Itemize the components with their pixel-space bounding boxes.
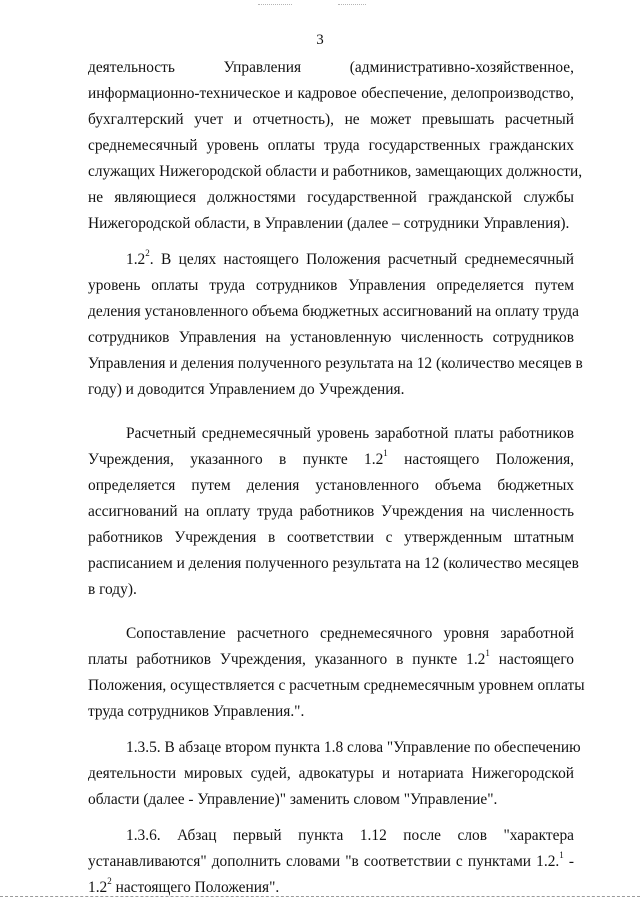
- text-line: [88, 247, 574, 273]
- text-line: в году).: [88, 581, 137, 598]
- text-line: году) и доводится Управлением до Учреждения.: [88, 381, 405, 398]
- text-line: труда сотрудников Управления.".: [88, 703, 305, 720]
- text-line: не являющиеся должностями государственной гражданской службы: [88, 189, 574, 206]
- text-line: информационно-техническое и кадровое обеспечение, делопроизводство,: [88, 85, 574, 102]
- text-line: области (далее - Управление)" заменить словом "Управление".: [88, 791, 498, 808]
- superscript: 2: [107, 875, 112, 886]
- text-fragment: 1.2: [88, 879, 108, 896]
- superscript: 1: [485, 647, 490, 658]
- text-fragment: устанавливаются" дополнить словами "в соответствии с пунктами 1.2.: [88, 853, 560, 870]
- superscript: 1: [559, 849, 564, 860]
- text-line: 1.3.6. Абзац первый пункта 1.12 после слов "характера: [126, 827, 574, 844]
- paragraph-1-3-5: [88, 735, 581, 813]
- text-line: уровень оплаты труда сотрудников Управления определяется путем: [88, 277, 574, 294]
- paragraph-comparison: [88, 621, 585, 725]
- text-line: деятельности мировых судей, адвокатуры и нотариата Нижегородской: [88, 765, 574, 782]
- paragraph-institution-wage: [88, 421, 579, 603]
- text-fragment: -: [563, 853, 574, 870]
- text-line: Расчетный среднемесячный уровень заработной платы работников: [126, 425, 574, 442]
- paragraph-1-2-2: [88, 247, 583, 403]
- text-line: 1.3.5. В абзаце втором пункта 1.8 слова "Управление по обеспечению: [126, 739, 581, 756]
- page-number: 3: [316, 32, 324, 48]
- text-fragment: настоящего Положения,: [387, 451, 574, 468]
- text-line: деятельность Управления (административно-хозяйственное,: [88, 59, 574, 76]
- text-line: [88, 447, 574, 473]
- scan-artifact-right: [338, 4, 366, 9]
- superscript: 1: [383, 447, 388, 458]
- text-line: Нижегородской области, в Управлении (далее – сотрудники Управления).: [88, 215, 570, 232]
- text-line: служащих Нижегородской области и работников, замещающих должности,: [88, 163, 583, 180]
- text-fragment: платы работников Учреждения, указанного в пункте 1.2: [88, 651, 486, 668]
- paragraph-continuation: [88, 55, 583, 237]
- text-line: Положения, осуществляется с расчетным среднемесячным уровнем оплаты: [88, 677, 585, 694]
- text-line: [88, 849, 574, 875]
- text-line: сотрудников Управления на установленную численность сотрудников: [88, 329, 574, 346]
- text-line: деления установленного объема бюджетных ассигнований на оплату труда: [88, 303, 579, 320]
- text-line: расписанием и деления полученного результата на 12 (количество месяцев: [88, 555, 579, 572]
- text-fragment: настоящего Положения".: [111, 879, 280, 896]
- scan-artifact-left: [258, 4, 292, 9]
- clause-number: 1.2: [126, 251, 146, 268]
- text-fragment: . В целях настоящего Положения расчетный среднемесячный: [149, 251, 574, 268]
- text-line: ассигнований на оплату труда работников Учреждения на численность: [88, 503, 574, 520]
- document-body: [88, 55, 585, 901]
- text-line: работников Учреждения в соответствии с утвержденным штатным: [88, 529, 574, 546]
- page-bottom-edge: [0, 896, 640, 899]
- text-line: бухгалтерский учет и отчетность), не может превышать расчетный: [88, 111, 574, 128]
- text-line: Управления и деления полученного результата на 12 (количество месяцев в: [88, 355, 583, 372]
- superscript: 2: [145, 247, 150, 258]
- paragraph-1-3-6: [88, 823, 574, 901]
- text-fragment: Учреждения, указанного в пункте 1.2: [88, 451, 384, 468]
- text-line: определяется путем деления установленного объема бюджетных: [88, 477, 574, 494]
- text-fragment: настоящего: [489, 651, 575, 668]
- text-line: среднемесячный уровень оплаты труда государственных гражданских: [88, 137, 574, 154]
- text-line: [88, 647, 574, 673]
- text-line: Сопоставление расчетного среднемесячного уровня заработной: [126, 625, 574, 642]
